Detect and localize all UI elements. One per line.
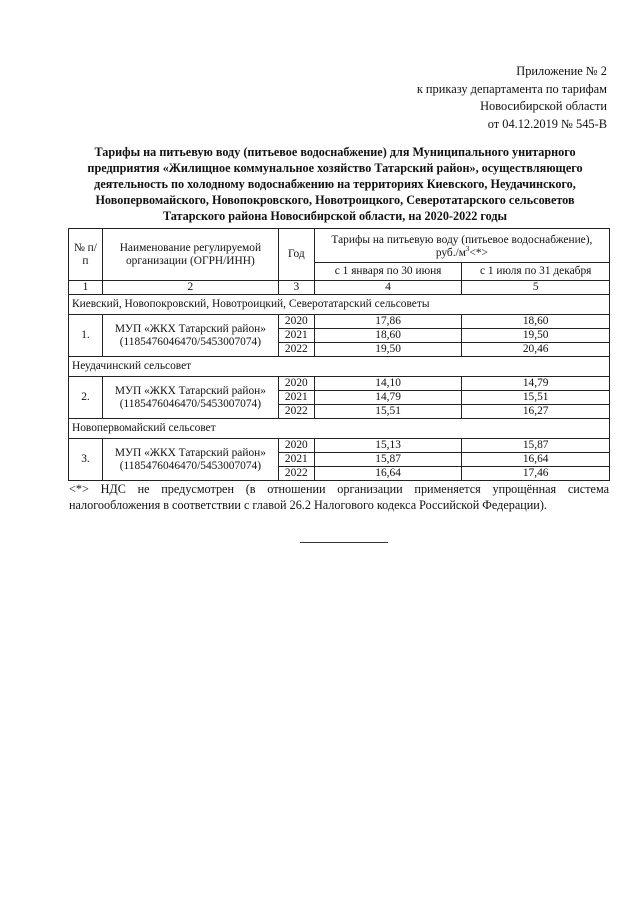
year-cell: 2021 [278,453,314,467]
header-first-half: с 1 января по 30 июня [314,263,462,281]
tariff-h1-cell: 14,79 [314,391,462,405]
tariff-h2-cell: 14,79 [462,377,610,391]
organization-cell [102,439,278,481]
year-cell: 2020 [278,377,314,391]
appendix-date: от 04.12.2019 № 545-В [487,116,607,131]
tariff-h2-cell: 15,51 [462,391,610,405]
organization-name: МУП «ЖКХ Татарский район» [114,384,266,397]
tariff-h1-cell: 17,86 [314,315,462,329]
tariff-h2-cell: 17,46 [462,467,610,481]
year-cell: 2022 [278,343,314,357]
header-tariff-text: Тарифы на питьевую воду (питьевое водоснабжение), [331,233,593,246]
row-number: 1. [69,315,103,357]
header-num: № п/п [69,229,103,281]
section-row: Новопервомайский сельсовет [69,419,610,439]
year-cell: 2021 [278,329,314,343]
vat-footnote: <*> НДС не предусмотрен (в отношении организации применяется упрощённая система налогообложения в соответствии с главой 26.2 Налогового кодекса Российской Федерации). [69,482,609,512]
tariff-h1-cell: 15,87 [314,453,462,467]
organization-ids: (1185476046470/5453007074) [119,459,262,472]
organization-ids: (1185476046470/5453007074) [119,397,262,410]
tariff-h2-cell: 20,46 [462,343,610,357]
row-number: 3. [69,439,103,481]
appendix-region: Новосибирской области [480,99,607,113]
organization-cell [102,315,278,357]
year-cell: 2020 [278,439,314,453]
header-second-half: с 1 июля по 31 декабря [462,263,610,281]
tariff-h2-cell: 19,50 [462,329,610,343]
column-index: 2 [102,281,278,295]
section-row: Неудачинский сельсовет [69,357,610,377]
appendix-order-ref: к приказу департамента по тарифам [416,81,607,96]
tariff-h1-cell: 16,64 [314,467,462,481]
year-cell: 2022 [278,467,314,481]
organization-ids: (1185476046470/5453007074) [119,335,262,348]
tariff-table [68,228,610,481]
header-year: Год [278,229,314,281]
tariff-h1-cell: 14,10 [314,377,462,391]
tariff-h2-cell: 16,64 [462,453,610,467]
column-index: 1 [69,281,103,295]
header-tariff-footnote-ref: <*> [469,246,488,259]
year-cell: 2021 [278,391,314,405]
organization-name: МУП «ЖКХ Татарский район» [114,322,266,335]
header-tariff-unit: руб./м [435,246,466,259]
organization-name: МУП «ЖКХ Татарский район» [114,446,266,459]
appendix-header [417,63,607,133]
tariff-h2-cell: 16,27 [462,405,610,419]
header-tariff-unit-sup: 3 [465,244,470,253]
column-index: 4 [314,281,462,295]
section-row: Киевский, Новопокровский, Новотроицкий, Северотатарский сельсоветы [69,295,610,315]
header-organization: Наименование регулируемой организации (ОГРН/ИНН) [102,229,278,281]
tariff-h1-cell: 15,51 [314,405,462,419]
tariff-h1-cell: 15,13 [314,439,462,453]
row-number: 2. [69,377,103,419]
header-tariff [314,229,609,263]
column-index: 3 [278,281,314,295]
tariff-h1-cell: 19,50 [314,343,462,357]
tariff-h2-cell: 18,60 [462,315,610,329]
tariff-h2-cell: 15,87 [462,439,610,453]
year-cell: 2020 [278,315,314,329]
tariff-h1-cell: 18,60 [314,329,462,343]
appendix-number: Приложение № 2 [516,64,607,78]
end-divider [300,542,388,543]
column-index: 5 [462,281,610,295]
year-cell: 2022 [278,405,314,419]
organization-cell [102,377,278,419]
document-title: Тарифы на питьевую воду (питьевое водоснабжение) для Муниципального унитарного предприятия «Жилищное коммунальное хозяйство Татарский район», осуществляющего деятельность по холодному водоснабжению на территориях Киевского, Неудачинского, Новопервомайского, Новопокровского, Новотроицкого, Северотатарского сельсоветов Татарского района Новосибирской области, на 2020-2022 годы [87,145,583,223]
